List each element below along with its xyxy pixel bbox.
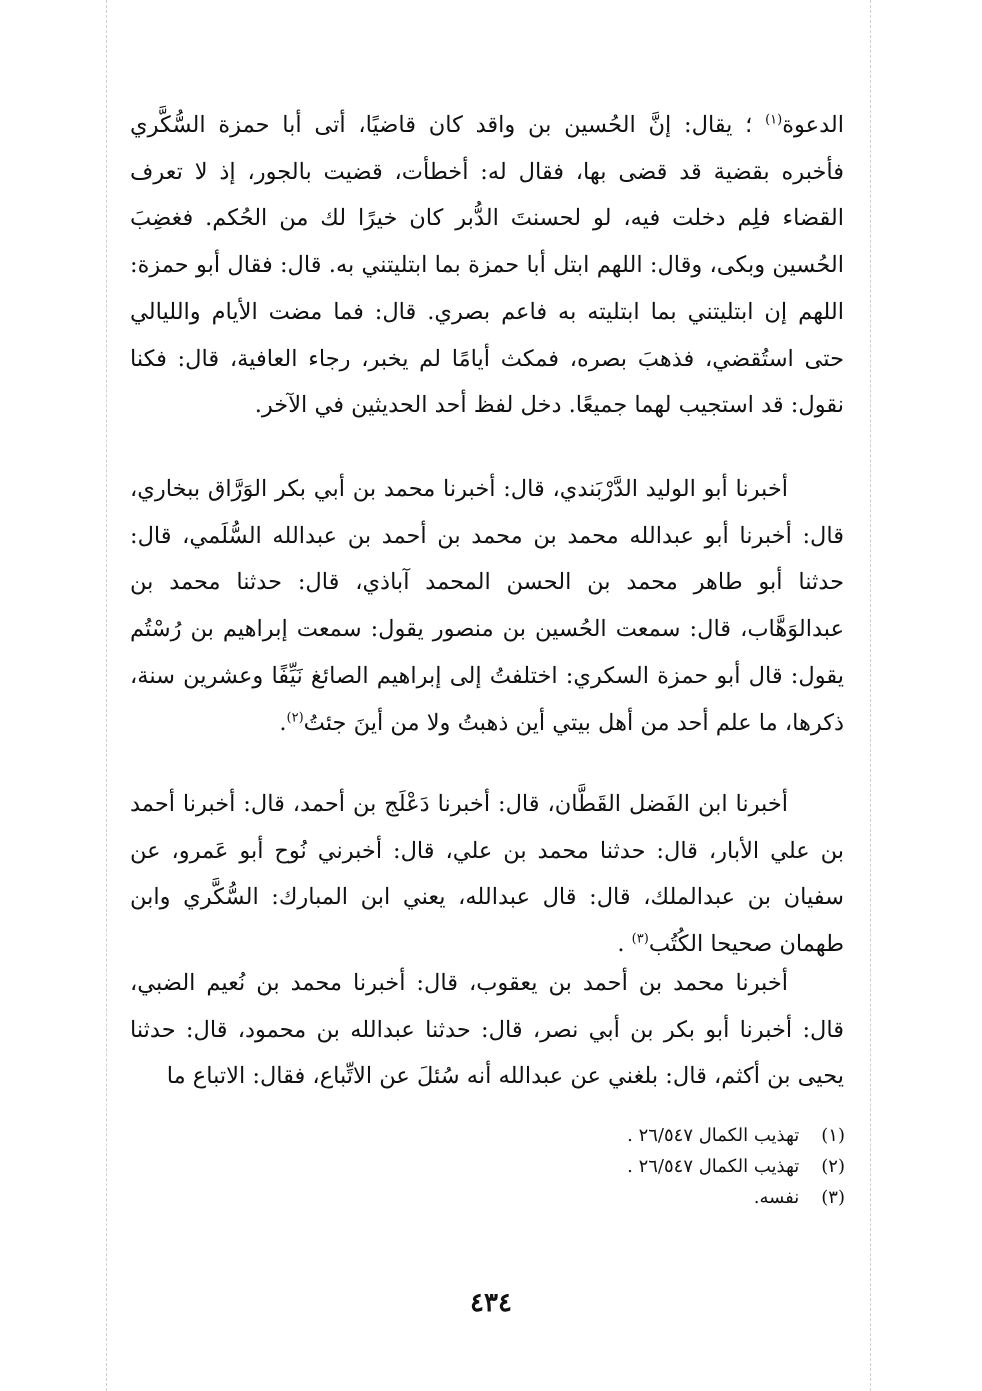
footnote-2 [300,1151,845,1182]
footnote-number: (٢) [821,1156,845,1177]
paragraph-2 [130,466,844,746]
page-number: ٤٣٤ [470,1288,512,1318]
paragraph-2-seg-2: . [279,709,287,736]
paragraph-3 [130,781,844,968]
footnotes [300,1120,845,1213]
footnote-3 [300,1182,845,1213]
paragraph-3-text [130,781,844,968]
footnote-number: (١) [821,1125,845,1146]
paragraph-1-text [130,102,844,429]
paragraph-2-text [130,466,844,746]
paragraph-3-seg-2: . [617,931,632,958]
paragraph-2-seg-1: أخبرنا أبو الوليد الدَّرْبَندي، قال: أخبرنا محمد بن أبي بكر الوَرَّاق ببخاري، قال: أخبرنا أبو عبدالله محمد بن محمد بن أحمد بن عبدالله السُّلَمي، قال: حدثنا أبو طاهر محمد بن الحسن المحمد آباذي، قال: حدثنا محمد بن عبدالوَهَّاب، قال: سمعت الحُسين بن منصور يقول: سمعت إبراهيم بن رُسْتُم يقول: قال أبو حمزة السكري: اختلفتُ إلى إبراهيم الصائغ نَيِّفًا وعشرين سنة، ذكرها، ما علم أحد من أهل بيتي أين ذهبتُ ولا من أينَ جئتُ [130,476,844,736]
footnote-1 [300,1120,845,1151]
footnote-ref-3: (٣) [631,931,649,947]
paragraph-1-seg-2: ؛ يقال: إنَّ الحُسين بن واقد كان قاضيًا، أتى أبا حمزة السُّكَّري فأخبره بقضية قد قضى بها، فقال له: أخطأت، قضيت بالجور، إذ لا تعرف القضاء فلِم دخلت فيه، لو لحسنتَ الدُّبر كان خيرًا لك من الحُكم. فغضِبَ الحُسين وبكى، وقال: اللهم ابتل أبا حمزة بما ابتليتني به. قال: فقال أبو حمزة: اللهم إن ابتليتني بما ابتليته به فاعم بصري. قال: فما مضت الأيام والليالي حتى استُقضي، فذهبَ بصره، فمكث أيامًا لم يخبر، رجاء العافية، قال: فكنا نقول: قد استجيب لهما جميعًا. دخل لفظ أحد الحديثين في الآخر. [130,112,844,419]
footnote-ref-2: (٢) [286,710,304,726]
footnote-text: نفسه. [753,1187,800,1208]
paragraph-4-text [130,960,844,1100]
scan-margin-line-right [870,0,871,1391]
paragraph-1-seg-1: الدعوة [782,112,844,138]
footnote-ref-1: (١) [765,112,783,128]
paragraph-4-seg-1: أخبرنا محمد بن أحمد بن يعقوب، قال: أخبرنا محمد بن نُعيم الضبي، قال: أخبرنا أبو بكر بن أبي نصر، قال: حدثنا عبدالله بن محمود، قال: حدثنا يحيى بن أكثم، قال: بلغني عن عبدالله أنه سُئلَ عن الاتِّباع، فقال: الاتباع ما [130,970,844,1090]
footnote-text: تهذيب الكمال ٢٦/٥٤٧ . [627,1125,800,1146]
footnote-number: (٣) [821,1187,845,1208]
scan-margin-line-left [106,0,107,1391]
footnote-text: تهذيب الكمال ٢٦/٥٤٧ . [627,1156,800,1177]
paragraph-1 [130,102,844,429]
paragraph-3-seg-1: أخبرنا ابن الفَضل القَطَّان، قال: أخبرنا دَعْلَج بن أحمد، قال: أخبرنا أحمد بن علي الأبار، قال: حدثنا محمد بن علي، قال: أخبرني نُوح أبو عَمرو، عن سفيان بن عبدالملك، قال: قال عبدالله، يعني ابن المبارك: السُّكَّري وابن طهمان صحيحا الكُتُب [130,791,844,958]
paragraph-4 [130,960,844,1100]
